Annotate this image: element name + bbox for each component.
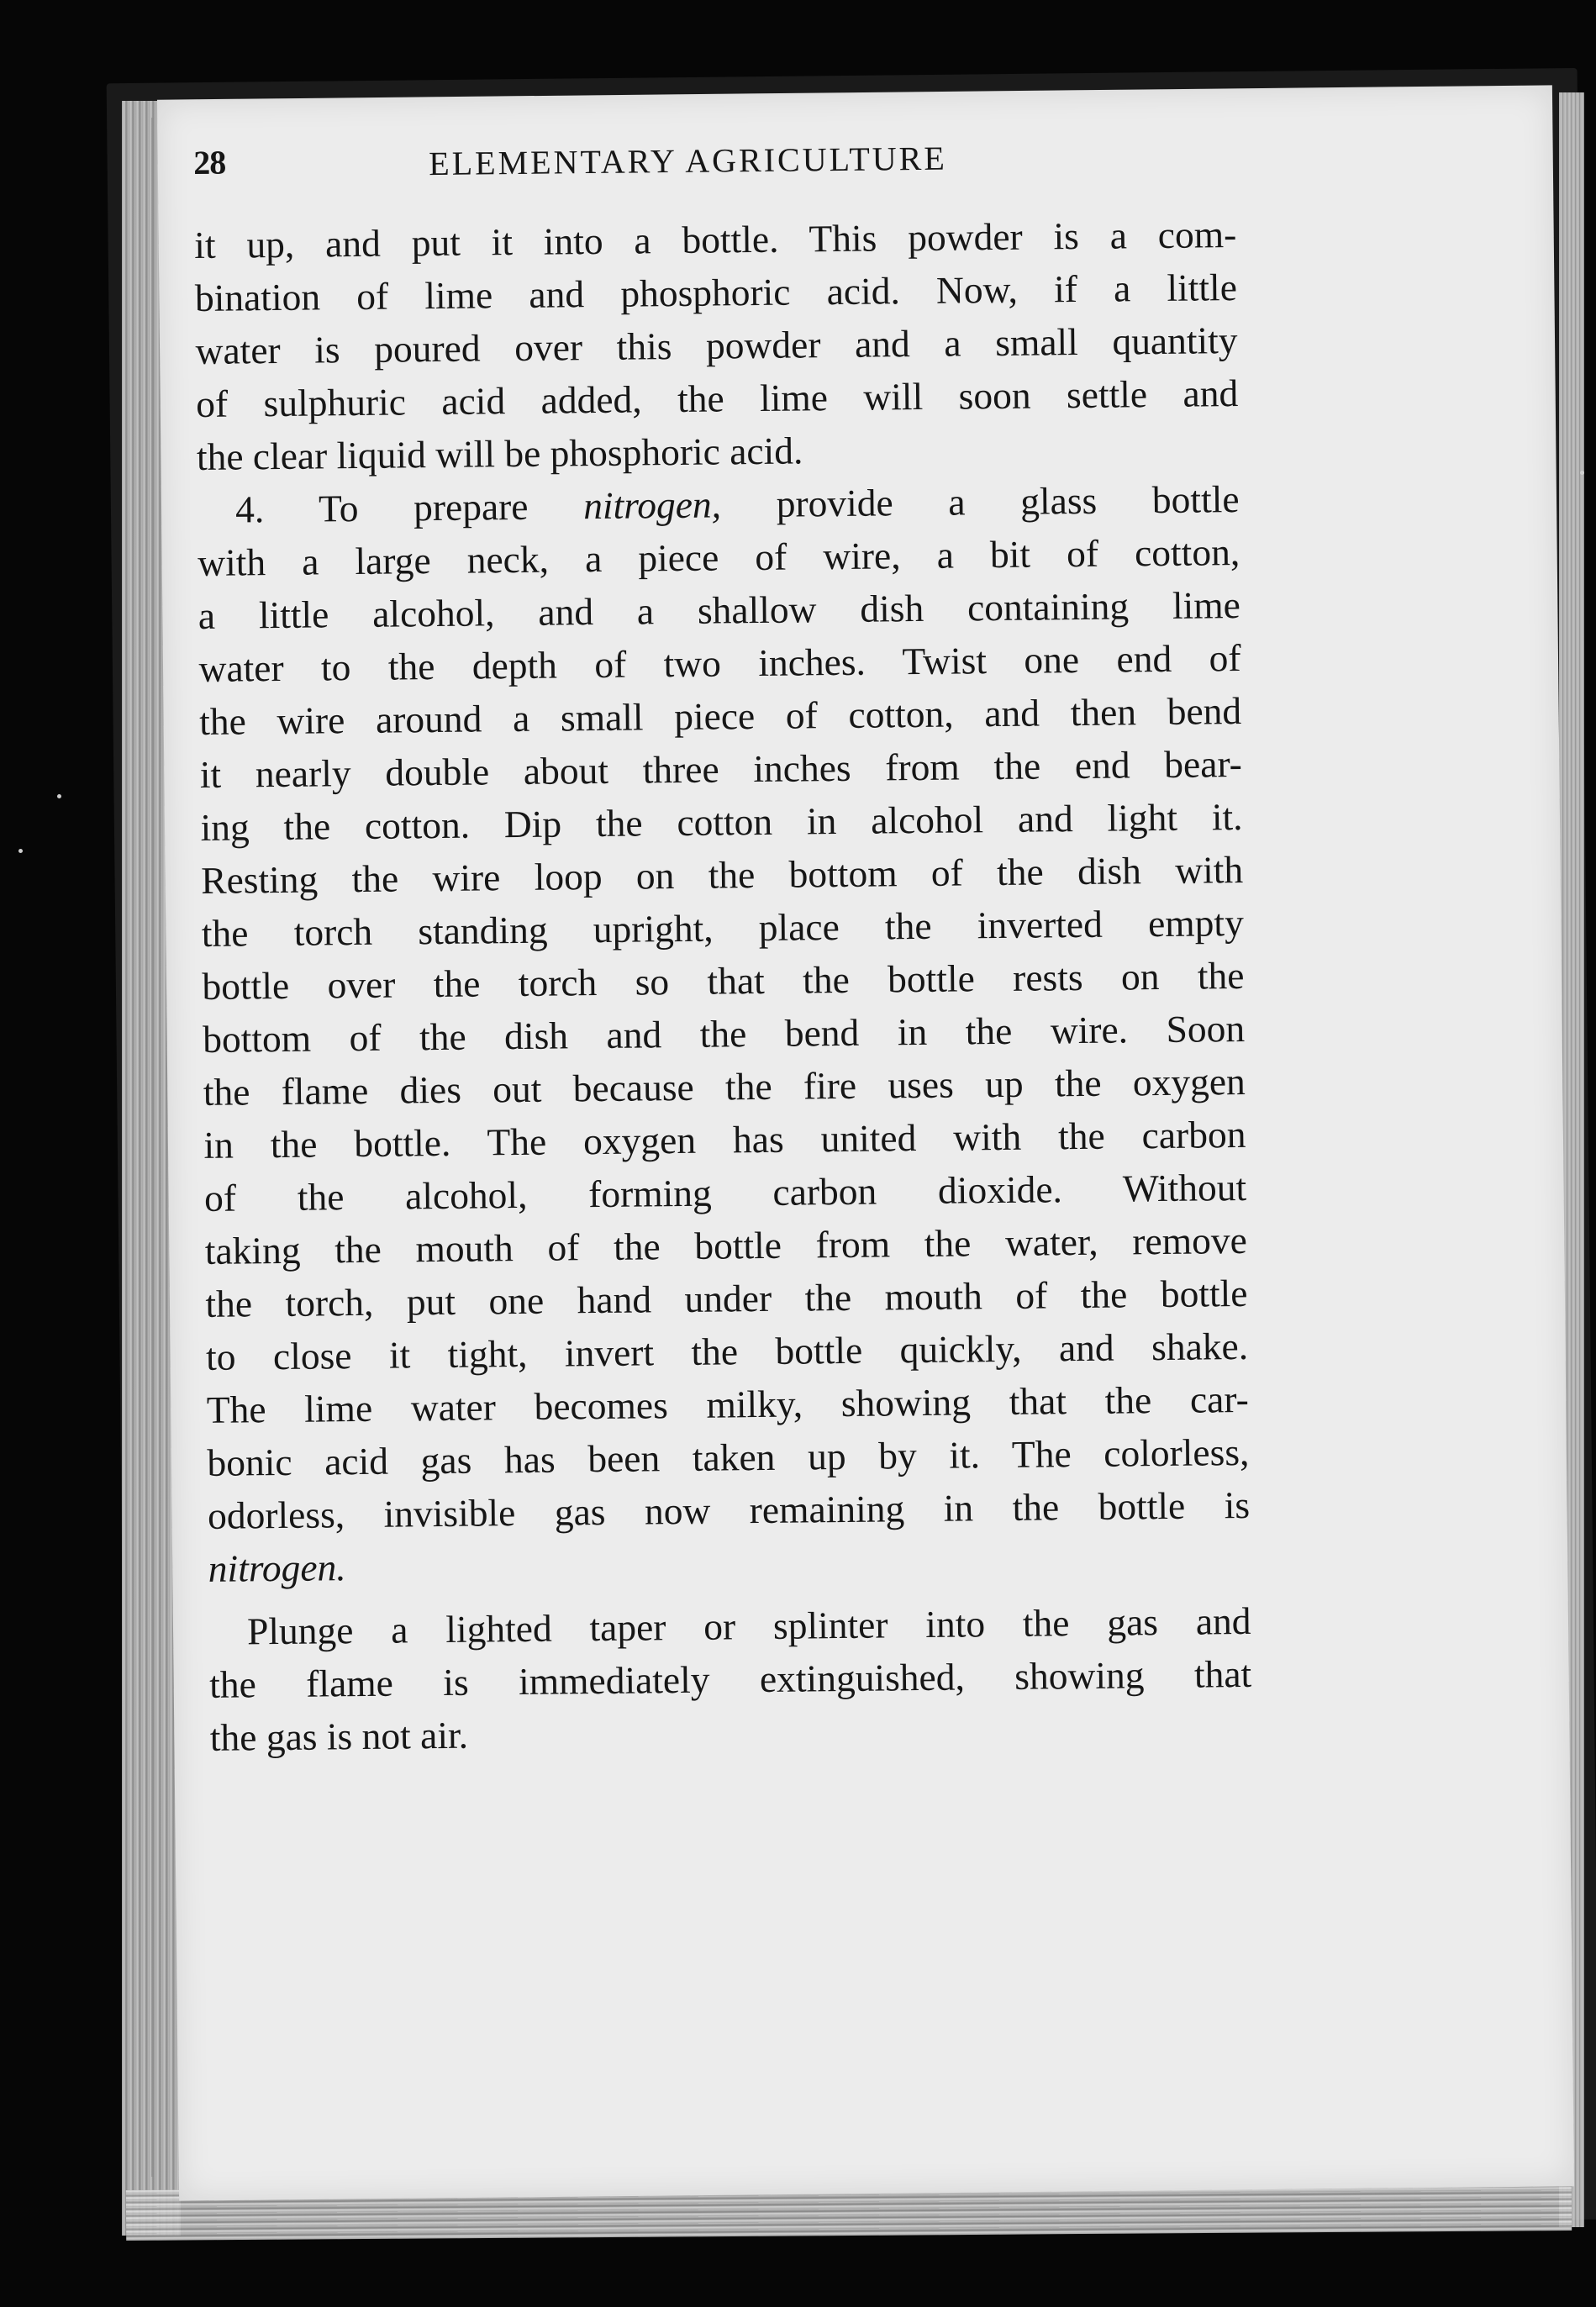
lead-text: 4. To prepare (234, 484, 584, 531)
page-number: 28 (193, 143, 226, 182)
text-line: the clear liquid will be phosphoric acid. (196, 429, 803, 478)
paragraph-taper-test (208, 1594, 1252, 1764)
text-line: bination of lime and phosphoric acid. Now, if a little (194, 266, 1238, 319)
page-text-block (193, 132, 1252, 1764)
page-gutter-line (151, 118, 154, 2177)
text-line: the flame is immediately extinguished, showing that (208, 1651, 1252, 1706)
text-line: to close it tight, invert the bottle quickly, and shake. (205, 1324, 1249, 1378)
text-line: it nearly double about three inches from the end bear- (199, 741, 1243, 796)
text-line: a little alcohol, and a shallow dish containing lime (198, 582, 1241, 637)
text-line: the wire around a small piece of cotton, and then bend (198, 688, 1242, 743)
text-line: Resting the wire loop on the bottom of the dish with (200, 847, 1244, 902)
text-line: of the alcohol, forming carbon dioxide. Without (203, 1165, 1247, 1219)
running-head (193, 132, 1236, 202)
text-line: it up, and put it into a bottle. This powder is a com- (194, 213, 1237, 266)
text-line: the torch standing upright, place the inverted empty (201, 900, 1245, 955)
paragraph-nitrogen (197, 472, 1251, 1595)
text-line: with a large neck, a piece of wire, a bit of cotton, (197, 529, 1240, 584)
text-line: ing the cotton. Dip the cotton in alcohol and light it. (200, 794, 1243, 849)
text-line: The lime water becomes milky, showing that the car- (206, 1377, 1249, 1431)
text-line: bottle over the torch so that the bottle rests on the (202, 953, 1245, 1008)
text-line: taking the mouth of the bottle from the water, remove (204, 1218, 1248, 1272)
lead-text: Plunge a lighted taper or splinter into the gas and (246, 1599, 1251, 1653)
text-line: the gas is not air. (209, 1713, 469, 1759)
text-line: the torch, put one hand under the mouth of the bottle (205, 1271, 1248, 1325)
italic-term: nitrogen, (582, 482, 722, 528)
text-line: bottom of the dish and the bend in the wire. Soon (202, 1006, 1246, 1061)
scan-speck (57, 794, 61, 798)
text-line: water to the depth of two inches. Twist one end of (198, 635, 1241, 690)
lead-rest-text: provide a glass bottle (720, 477, 1240, 526)
text-line: odorless, invisible gas now remaining in the bottle is (207, 1483, 1251, 1537)
italic-term-closing: nitrogen. (208, 1546, 346, 1590)
text-line: of sulphuric acid added, the lime will soon settle and (195, 371, 1239, 425)
scan-speck (1580, 471, 1584, 475)
text-line: in the bottle. The oxygen has united with the carbon (203, 1112, 1246, 1167)
running-title: ELEMENTARY AGRICULTURE (429, 139, 947, 183)
text-line: water is poured over this powder and a small quantity (195, 319, 1238, 372)
scan-speck (18, 849, 23, 853)
paragraph-continued (194, 208, 1239, 483)
text-line: the flame dies out because the fire uses up the oxygen (203, 1059, 1246, 1114)
text-line: bonic acid gas has been taken up by it. The colorless, (207, 1430, 1250, 1484)
